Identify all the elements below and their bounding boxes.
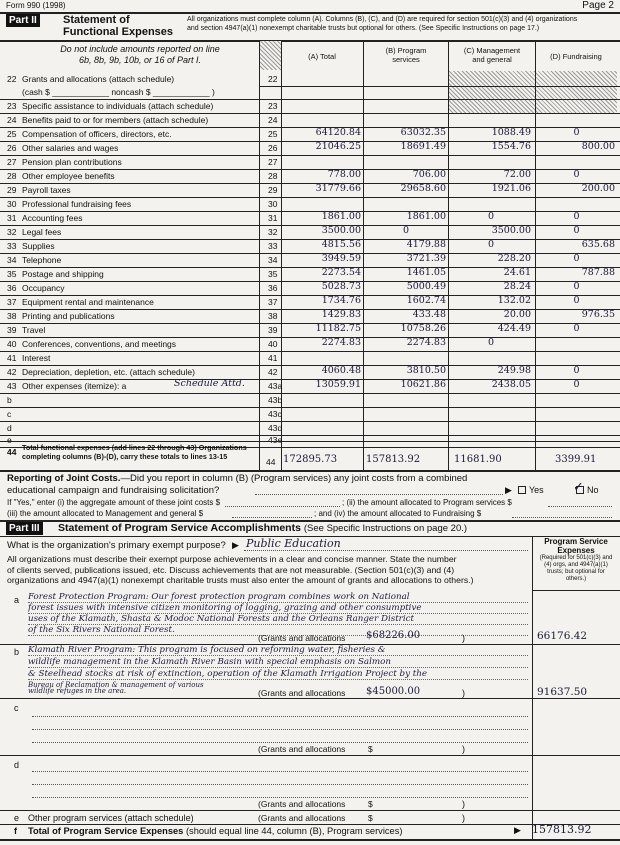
amount-d[interactable]: 0: [573, 323, 580, 334]
amount-d[interactable]: 0: [573, 365, 580, 376]
amount-c[interactable]: 1921.06: [491, 183, 531, 194]
no-check-mark: ✓: [573, 480, 584, 495]
program-d-grants-label: (Grants and allocations: [258, 799, 346, 809]
purpose-question: What is the organization's primary exempt purpose?: [7, 540, 226, 551]
program-description-line[interactable]: & Steelhead stocks at risk of extinction, operation of the Klamath Irrigation Project by the: [28, 669, 528, 680]
amount-a[interactable]: 1429.83: [321, 309, 361, 320]
program-total-expense[interactable]: 157813.92: [532, 823, 592, 836]
part2-title-1: Statement of: [63, 14, 130, 26]
amount-c[interactable]: 132.02: [497, 295, 531, 306]
amount-c[interactable]: 2438.05: [491, 379, 531, 390]
program-e-grants-label: (Grants and allocations: [258, 813, 346, 823]
yes-checkbox[interactable]: [518, 486, 526, 494]
program-description-line[interactable]: Klamath River Program: This program is focused on reforming water, fisheries &: [28, 645, 528, 656]
program-e-letter: e: [14, 813, 20, 823]
amount-d[interactable]: 800.00: [581, 141, 615, 152]
amount-a[interactable]: 1861.00: [321, 211, 361, 222]
program-expenses-header-6: others.): [565, 576, 587, 582]
amount-b[interactable]: 3810.50: [406, 365, 446, 376]
line-box-number: 42: [268, 367, 278, 377]
line-box-number: 27: [268, 157, 278, 167]
line-number: 22: [7, 74, 17, 84]
line-box-number: 31: [268, 213, 278, 223]
program-d-letter: d: [14, 760, 20, 770]
amount-a[interactable]: 1734.76: [321, 295, 361, 306]
amount-d[interactable]: 787.88: [581, 267, 615, 278]
line-box-number: 25: [268, 129, 278, 139]
line-box-number: 32: [268, 227, 278, 237]
line44-total-b[interactable]: 157813.92: [366, 454, 421, 465]
amount-d[interactable]: 0: [573, 281, 580, 292]
line-box-number: 34: [268, 255, 278, 265]
line-number: 31: [7, 213, 17, 223]
amount-a[interactable]: 31779.66: [315, 183, 361, 194]
joint-costs-question: —Did you report in column (B) (Program services) any joint costs from a combined: [120, 473, 468, 484]
amount-c[interactable]: 20.00: [503, 309, 531, 320]
amount-c[interactable]: 72.00: [503, 169, 531, 180]
line-number: 27: [7, 157, 17, 167]
line-label: Legal fees: [22, 227, 62, 237]
line44-box: 44: [266, 457, 276, 467]
program-description-line[interactable]: wildlife refuges in the area.: [28, 687, 127, 695]
program-expenses-header-3: (Required for 501(c)(3) and: [539, 555, 613, 561]
program-c-grants-label: (Grants and allocations: [258, 744, 346, 754]
line-number: 23: [7, 101, 17, 111]
col-c-header-2: and general: [472, 55, 512, 64]
line-box-number: 43b: [268, 395, 283, 405]
program-f-title: Total of Program Service Expenses: [28, 826, 184, 836]
line-box-number: 30: [268, 199, 278, 209]
line-number: 35: [7, 269, 17, 279]
joint-costs-line1: [7, 473, 467, 484]
line-box-number: 40: [268, 339, 278, 349]
joint-costs-line4: (iii) the amount allocated to Management and general $: [7, 509, 204, 518]
line-number: 40: [7, 339, 17, 349]
amount-b[interactable]: 5000.49: [406, 281, 446, 292]
line-number: 29: [7, 185, 17, 195]
amount-c[interactable]: 424.49: [497, 323, 531, 334]
line-number: d: [7, 423, 12, 433]
line-box-number: 41: [268, 353, 278, 363]
program-a-grants-label: (Grants and allocations: [258, 633, 346, 643]
program-expenses-header-2: Expenses: [557, 545, 595, 555]
amount-c[interactable]: 24.61: [503, 267, 531, 278]
amount-c[interactable]: 0: [487, 337, 495, 348]
amount-d[interactable]: 0: [573, 169, 580, 180]
line-number: c: [7, 409, 12, 419]
amount-b[interactable]: 706.00: [412, 169, 446, 180]
line-number: 39: [7, 325, 17, 335]
line-label: Other employee benefits: [22, 171, 115, 181]
col-d-header: (D) Fundraising: [550, 52, 602, 61]
part2-title-2: Functional Expenses: [63, 26, 174, 38]
line-label: Travel: [22, 325, 46, 335]
program-expenses-header-1: Program Service: [544, 537, 608, 546]
line-box-number: 29: [268, 185, 278, 195]
line-number: 37: [7, 297, 17, 307]
amount-a[interactable]: 4815.56: [321, 239, 361, 250]
program-e-dollar: $: [368, 813, 373, 823]
line-number: 42: [7, 367, 17, 377]
line-label: Printing and publications: [22, 311, 115, 321]
line44-total-a[interactable]: 172895.73: [283, 454, 338, 465]
part2-note-2: and section 4947(a)(1) nonexempt charitable trusts but optional for others. (See Specific Instructions on page 17.): [187, 25, 540, 32]
amount-d[interactable]: 0: [573, 127, 580, 138]
program-b-grants-label: (Grants and allocations: [258, 688, 346, 698]
line-label: Telephone: [22, 255, 62, 265]
line-box-number: 28: [268, 171, 278, 181]
primary-purpose-value[interactable]: Public Education: [246, 537, 341, 550]
amount-b[interactable]: 10621.86: [400, 379, 446, 390]
line-box-number: 39: [268, 325, 278, 335]
program-description-line[interactable]: uses of the Klamath, Shasta & Modoc National Forests and the Orleans Ranger District: [28, 614, 528, 625]
line-number: 25: [7, 129, 17, 139]
amount-d[interactable]: 0: [573, 225, 580, 236]
col-b-header-2: services: [392, 55, 420, 64]
line-number: 36: [7, 283, 17, 293]
amount-c[interactable]: 249.98: [497, 365, 531, 376]
joint-costs-line2: educational campaign and fundraising solicitation?: [7, 485, 220, 496]
part3-label: Part III: [6, 522, 43, 535]
amount-d[interactable]: 976.35: [581, 309, 615, 320]
amount-c[interactable]: 1088.49: [491, 127, 531, 138]
amount-c[interactable]: 0: [487, 239, 495, 250]
line-box-number: 33: [268, 241, 278, 251]
part3-para-1: All organizations must describe their exempt purpose achievements in a clear and concise manner. State the number: [7, 554, 457, 564]
line-number: 43: [7, 381, 17, 391]
line-label: Other expenses (itemize): a: [22, 381, 127, 391]
joint-costs-line3b: ; (ii) the amount allocated to Program services $: [342, 498, 512, 507]
line-label: Other salaries and wages: [22, 143, 119, 153]
joint-costs-line4b: ; and (iv) the amount allocated to Fundraising $: [314, 509, 482, 518]
program-description-line[interactable]: wildlife management in the Klamath River Basin with special emphasis on Salmon: [28, 657, 528, 668]
page-number: Page 2: [582, 0, 614, 11]
part2-label: Part II: [6, 14, 40, 27]
part3-para-3: organizations and 4947(a)(1) nonexempt charitable trusts must also enter the amount of grants and allocations to others.): [7, 575, 474, 585]
program-description-line[interactable]: Forest Protection Program: Our forest protection program combines work on National: [28, 592, 528, 603]
program-b-expense[interactable]: 91637.50: [537, 686, 588, 698]
line-label: (cash $ ____________ noncash $ ____________ ): [22, 87, 215, 97]
col-b-header-1: (B) Program: [385, 46, 427, 55]
program-expenses-header-4: (4) orgs, and 4947(a)(1): [544, 562, 608, 568]
line-label: Equipment rental and maintenance: [22, 297, 154, 307]
part2-note-1: All organizations must complete column (A). Columns (B), (C), and (D) are required for section 501(c)(3) and (4) organizations: [187, 16, 578, 23]
amount-c[interactable]: 1554.76: [491, 141, 531, 152]
program-a-expense[interactable]: 66176.42: [537, 630, 588, 642]
amount-c[interactable]: 28.24: [503, 281, 531, 292]
amount-b[interactable]: 1602.74: [406, 295, 446, 306]
col-b-header: [364, 46, 448, 64]
instructions: [30, 44, 250, 66]
amount-b[interactable]: 0: [402, 225, 410, 236]
program-description-line[interactable]: of the Six Rivers National Forest.: [28, 625, 528, 636]
line-number: 26: [7, 143, 17, 153]
part3-para-2: of clients served, publications issued, etc. Discuss achievements that are not measurable. (Section 501(c)(3) and (4): [7, 564, 455, 575]
part2-note: [187, 15, 577, 33]
amount-c[interactable]: 228.20: [497, 253, 531, 264]
line-box-number: 37: [268, 297, 278, 307]
program-expenses-header: [534, 538, 618, 583]
line-box-number: 38: [268, 311, 278, 321]
line44-total-d[interactable]: 3399.91: [555, 454, 597, 465]
line-label: Depreciation, depletion, etc. (attach schedule): [22, 367, 195, 377]
amount-d[interactable]: 200.00: [581, 183, 615, 194]
line-label: Specific assistance to individuals (attach schedule): [22, 101, 214, 111]
amount-a[interactable]: 21046.25: [315, 141, 361, 152]
amount-b[interactable]: 1461.05: [406, 267, 446, 278]
program-c-letter: c: [14, 703, 19, 713]
line-box-number: 43c: [268, 409, 282, 419]
line-box-number: 26: [268, 143, 278, 153]
amount-c[interactable]: 0: [487, 211, 495, 222]
amount-b[interactable]: 63032.35: [400, 127, 446, 138]
amount-b[interactable]: 2274.83: [406, 337, 446, 348]
joint-costs-line3: If "Yes," enter (i) the aggregate amount of these joint costs $: [7, 498, 221, 507]
amount-b[interactable]: 18691.49: [400, 141, 446, 152]
amount-a[interactable]: 3500.00: [321, 225, 361, 236]
line-number: e: [7, 435, 12, 445]
line-box-number: 43d: [268, 423, 283, 433]
program-description-line[interactable]: Bureau of Reclamation & management of various: [28, 681, 204, 689]
line-number: 24: [7, 115, 17, 125]
amount-d[interactable]: 0: [573, 379, 580, 390]
line-label: Occupancy: [22, 283, 65, 293]
form-id: Form 990 (1998): [6, 1, 66, 10]
line-label: Compensation of officers, directors, etc.: [22, 129, 172, 139]
amount-c[interactable]: 3500.00: [491, 225, 531, 236]
amount-a[interactable]: 3949.59: [321, 253, 361, 264]
program-d-dollar: $: [368, 799, 373, 809]
amount-a[interactable]: 64120.84: [315, 127, 361, 138]
line-label: Supplies: [22, 241, 55, 251]
part3-paragraph: [7, 554, 474, 586]
program-e-label: Other program services (attach schedule): [28, 813, 194, 823]
amount-a[interactable]: 13059.91: [315, 379, 361, 390]
line-number: 28: [7, 171, 17, 181]
amount-d[interactable]: 0: [573, 253, 580, 264]
line-label: Postage and shipping: [22, 269, 104, 279]
line-box-number: 43a: [268, 381, 283, 391]
program-c-dollar: $: [368, 744, 373, 754]
line-box-number: 23: [268, 101, 278, 111]
col-c-header: [449, 46, 535, 64]
col-a-header: (A) Total: [308, 52, 336, 61]
line-number: 38: [7, 311, 17, 321]
amount-a[interactable]: 4060.48: [321, 365, 361, 376]
other-itemize-value: Schedule Attd.: [174, 378, 245, 389]
amount-d[interactable]: 0: [573, 295, 580, 306]
line-box-number: 24: [268, 115, 278, 125]
amount-b[interactable]: 4179.88: [406, 239, 446, 250]
part2-title: [63, 14, 173, 38]
program-b-grants-value[interactable]: $45000.00: [366, 686, 421, 697]
line-label: Grants and allocations (attach schedule): [22, 74, 175, 84]
line-label: Conferences, conventions, and meetings: [22, 339, 177, 349]
part3-title-row: [58, 522, 467, 534]
line-number: b: [7, 395, 12, 405]
line-number: 34: [7, 255, 17, 265]
program-description-line[interactable]: forest issues with intensive citizen monitoring of logging, grazing and other consumptive: [28, 603, 528, 614]
line-number: 30: [7, 199, 17, 209]
yes-label: Yes: [529, 485, 544, 495]
line-box-number: 35: [268, 269, 278, 279]
line-box-number: 22: [268, 74, 278, 84]
program-expenses-header-5: trusts; but optional for: [547, 569, 605, 575]
line44-total-c[interactable]: 11681.90: [454, 454, 502, 465]
amount-b[interactable]: 1861.00: [406, 211, 446, 222]
amount-a[interactable]: 5028.73: [321, 281, 361, 292]
line44-label-1: Total functional expenses (add lines 22 through 43) Organizations: [22, 443, 247, 452]
amount-a[interactable]: 2273.54: [321, 267, 361, 278]
amount-a[interactable]: 11182.75: [315, 323, 361, 334]
amount-a[interactable]: 2274.83: [321, 337, 361, 348]
program-a-letter: a: [14, 595, 20, 605]
line-label: Interest: [22, 353, 51, 363]
line44-label: [22, 443, 247, 461]
program-a-grants-value[interactable]: $68226.00: [366, 630, 421, 641]
amount-b[interactable]: 433.48: [412, 309, 446, 320]
line-number: 33: [7, 241, 17, 251]
line-label: Accounting fees: [22, 213, 83, 223]
line-box-number: 36: [268, 283, 278, 293]
line-label: Payroll taxes: [22, 185, 71, 195]
amount-b[interactable]: 10758.26: [400, 323, 446, 334]
joint-costs-title: Reporting of Joint Costs.: [7, 473, 121, 484]
part3-title-note: (See Specific Instructions on page 20.): [303, 523, 468, 534]
program-f-letter: f: [14, 826, 17, 836]
line-box-number: 43e: [268, 435, 283, 445]
amount-b[interactable]: 3721.39: [406, 253, 446, 264]
line44-number: 44: [7, 447, 17, 457]
line44-label-2: completing columns (B)-(D), carry these totals to lines 13-15: [22, 452, 228, 461]
amount-d[interactable]: 0: [573, 211, 580, 222]
line-label: Benefits paid to or for members (attach schedule): [22, 115, 209, 125]
instructions-2: 6b, 8b, 9b, 10b, or 16 of Part I.: [78, 55, 202, 65]
amount-d[interactable]: 635.68: [581, 239, 615, 250]
amount-b[interactable]: 29658.60: [400, 183, 446, 194]
no-label: No: [587, 485, 599, 495]
program-f-note: (should equal line 44, column (B), Program services): [185, 826, 403, 836]
col-c-header-1: (C) Management: [463, 46, 521, 55]
instructions-1: Do not include amounts reported on line: [60, 44, 220, 54]
program-f-label: [28, 826, 402, 836]
program-b-letter: b: [14, 647, 20, 657]
line-label: Pension plan contributions: [22, 157, 122, 167]
line-number: 41: [7, 353, 17, 363]
amount-a[interactable]: 778.00: [327, 169, 361, 180]
part3-title: Statement of Program Service Accomplishments: [58, 522, 301, 534]
line-label: Professional fundraising fees: [22, 199, 132, 209]
line-number: 32: [7, 227, 17, 237]
